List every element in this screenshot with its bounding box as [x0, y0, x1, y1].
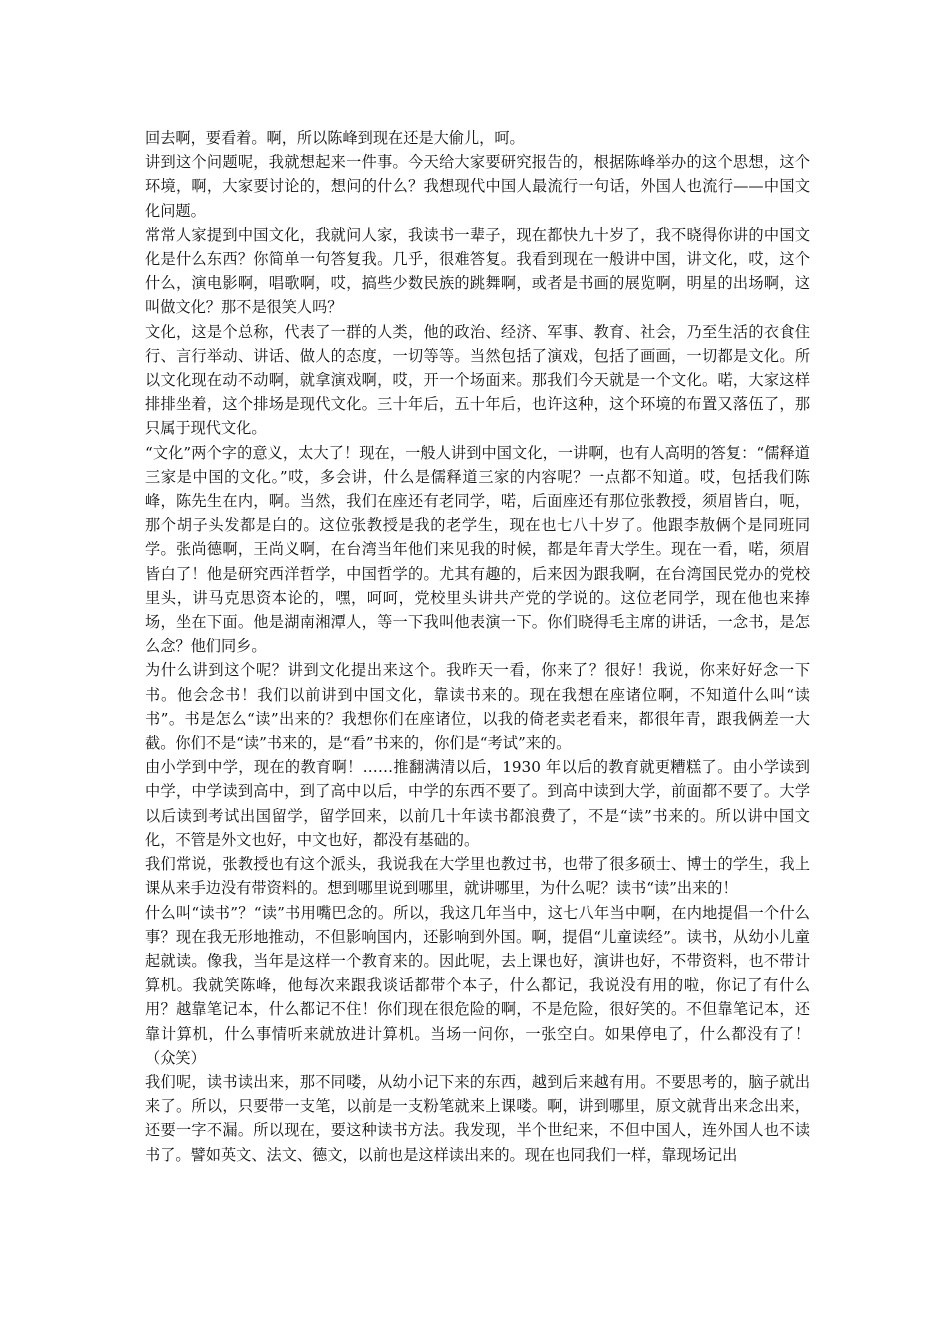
paragraph: 我们常说，张教授也有这个派头，我说我在大学里也教过书，也带了很多硕士、博士的学生，我上课从来手边没有带资料的。想到哪里说到哪里，就讲哪里，为什么呢？读书“读”出来的！: [145, 855, 810, 898]
paragraph: 文化，这是个总称，代表了一群的人类，他的政治、经济、军事、教育、社会，乃至生活的衣食住行、言行举动、讲话、做人的态度，一切等等。当然包括了演戏，包括了画画，一切都是文化。所以文化现在动不动啊，就拿演戏啊，哎，开一个场面来。那我们今天就是一个文化。喏，大家这样排排坐着，这个排场是现代文化。三十年后，五十年后，也许这种，这个环境的布置又落伍了，那只属于现代文化。: [145, 322, 810, 438]
paragraph: 常常人家提到中国文化，我就问人家，我读书一辈子，现在都快九十岁了，我不晓得你讲的中国文化是什么东西？你简单一句答复我。几乎，很难答复。我看到现在一般讲中国，讲文化，哎，这个什么，演电影啊，唱歌啊，哎，搞些少数民族的跳舞啊，或者是书画的展览啊，明星的出场啊，这叫做文化？那不是很笑人吗？: [145, 225, 810, 317]
paragraph: 为什么讲到这个呢？讲到文化提出来这个。我昨天一看，你来了？很好！我说，你来好好念一下书。他会念书！我们以前讲到中国文化，靠读书来的。现在我想在座诸位啊，不知道什么叫“读书”。书是怎么“读”出来的？我想你们在座诸位，以我的倚老卖老看来，都很年青，跟我俩差一大截。你们不是“读”书来的，是“看”书来的，你们是“考试”来的。: [145, 661, 810, 753]
document-body: [145, 126, 810, 1167]
paragraph: 什么叫“读书”？“读”书用嘴巴念的。所以，我这几年当中，这七八年当中啊，在内地提倡一个什么事？现在我无形地推动，不但影响国内，还影响到外国。啊，提倡“儿童读经”。读书，从幼小儿童起就读。像我，当年是这样一个教育来的。因此呢，去上课也好，演讲也好，不带资料，也不带计算机。我就笑陈峰，他每次来跟我谈话都带个本子，什么都记，我说没有用的啦，你记了有什么用？越靠笔记本，什么都记不住！你们现在很危险的啊，不是危险，很好笑的。不但靠笔记本，还靠计算机，什么事情听来就放进计算机。当场一问你，一张空白。如果停电了，什么都没有了！（众笑）: [145, 903, 810, 1067]
paragraph: 讲到这个问题呢，我就想起来一件事。今天给大家要研究报告的，根据陈峰举办的这个思想，这个环境，啊，大家要讨论的，想问的什么？我想现代中国人最流行一句话，外国人也流行——中国文化问题。: [145, 153, 810, 220]
paragraph: 回去啊，要看着。啊，所以陈峰到现在还是大偷儿，呵。: [145, 129, 525, 147]
paragraph: 由小学到中学，现在的教育啊！……推翻满清以后，1930 年以后的教育就更糟糕了。由小学读到中学，中学读到高中，到了高中以后，中学的东西不要了。到高中读到大学，前面都不要了。大学以后读到考试出国留学，留学回来，以前几十年读书都浪费了，不是“读”书来的。所以讲中国文化，不管是外文也好，中文也好，都没有基础的。: [145, 758, 810, 849]
paragraph: 我们呢，读书读出来，那不同喽，从幼小记下来的东西，越到后来越有用。不要思考的，脑子就出来了。所以，只要带一支笔，以前是一支粉笔就来上课喽。啊，讲到哪里，原文就背出来念出来，还要一字不漏。所以现在，要这种读书方法。我发现，半个世纪来，不但中国人，连外国人也不读书了。譬如英文、法文、德文，以前也是这样读出来的。现在也同我们一样，靠现场记出: [145, 1072, 810, 1164]
paragraph: “文化”两个字的意义，太大了！现在，一般人讲到中国文化，一讲啊，也有人高明的答复：“儒释道三家是中国的文化。”哎，多会讲，什么是儒释道三家的内容呢？一点都不知道。哎，包括我们陈峰，陈先生在内，啊。当然，我们在座还有老同学，喏，后面座还有那位张教授，须眉皆白，呃，那个胡子头发都是白的。这位张教授是我的老学生，现在也七八十岁了。他跟李敖俩个是同班同学。张尚德啊，王尚义啊，在台湾当年他们来见我的时候，都是年青大学生。现在一看，喏，须眉皆白了！他是研究西洋哲学，中国哲学的。尤其有趣的，后来因为跟我啊，在台湾国民党办的党校里头，讲马克思资本论的，嘿，呵呵，党校里头讲共产党的学说的。这位老同学，现在他也来捧场，坐在下面。他是湖南湘潭人，等一下我叫他表演一下。你们晓得毛主席的讲话，一念书，是怎么念？他们同乡。: [145, 443, 810, 656]
